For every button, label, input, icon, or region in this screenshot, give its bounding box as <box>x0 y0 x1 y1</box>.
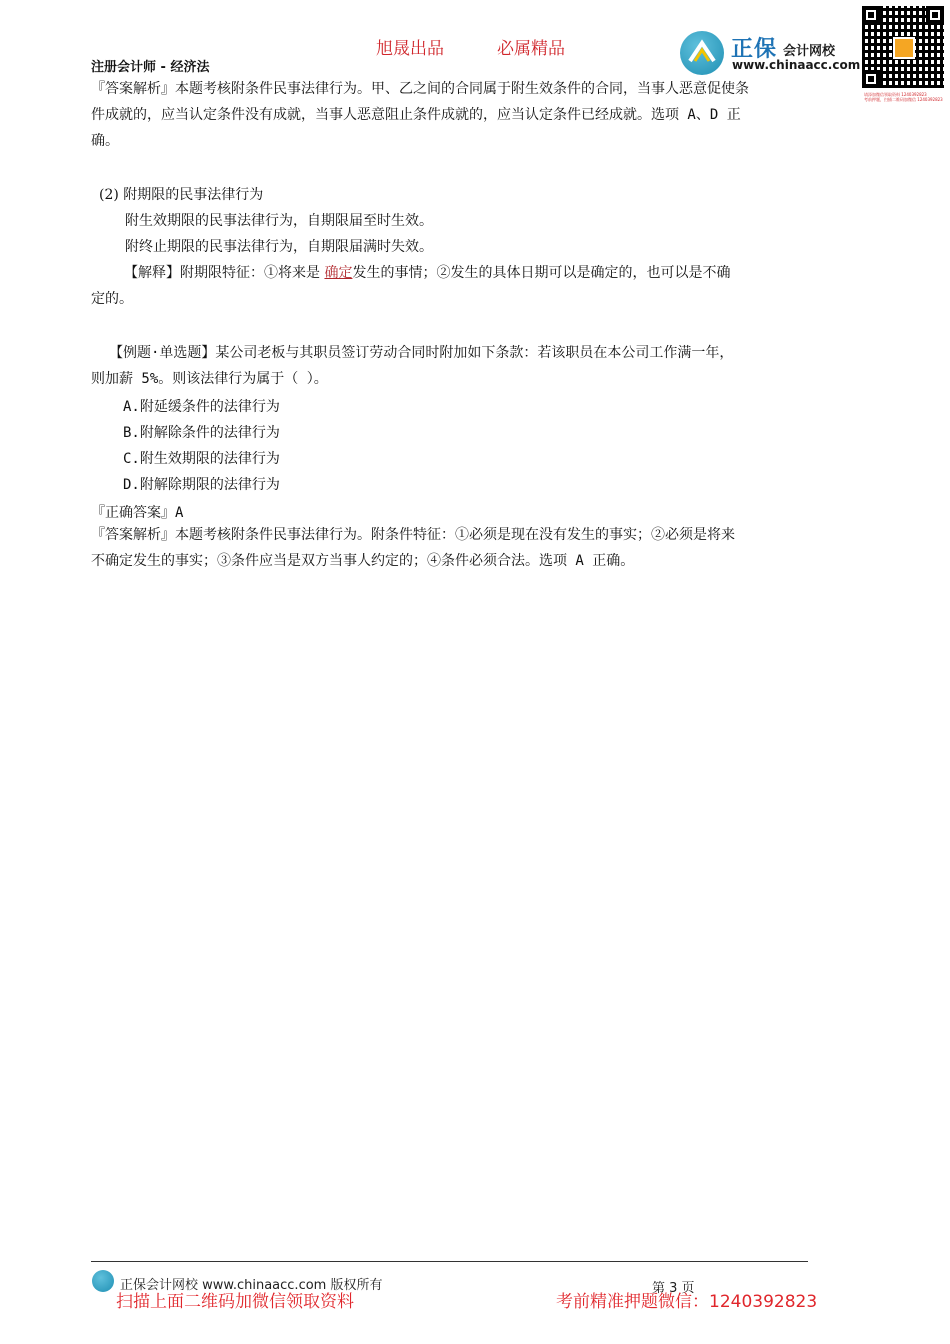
analysis-line: 『答案解析』本题考核附条件民事法律行为。甲、乙之间的合同属于附生效条件的合同，当事人恶意促使条 <box>91 81 749 97</box>
option-b: B.附解除条件的法律行为 <box>123 425 280 441</box>
option-a: A.附延缓条件的法律行为 <box>123 399 280 415</box>
qr-note-line2: 考前押题，扫描二维码加微信 1240392823 <box>864 97 943 102</box>
correct-answer: 『正确答案』A <box>91 505 184 521</box>
footer-copyright: 正保会计网校 www.chinaacc.com 版权所有 <box>120 1278 383 1293</box>
logo-sub: 会计网校 <box>783 44 836 59</box>
analysis-line: 件成就的，应当认定条件没有成就，当事人恶意阻止条件成就的，应当认定条件已经成就。选项 A、D 正 <box>91 107 741 123</box>
logo <box>680 31 724 75</box>
option-c: C.附生效期限的法律行为 <box>123 451 280 467</box>
logo-url: www.chinaacc.com <box>732 58 861 72</box>
logo-name: 正保 <box>731 37 778 62</box>
answer-analysis-line-1: 『答案解析』本题考核附条件民事法律行为。附条件特征：①必须是现在没有发生的事实；②必须是将来 <box>91 527 735 543</box>
section-title: (2) 附期限的民事法律行为 <box>99 187 264 203</box>
explanation-suffix: 发生的事情；②发生的具体日期可以是确定的，也可以是不确 <box>352 265 731 281</box>
explanation-prefix: 【解释】附期限特征：①将来是 <box>124 265 325 281</box>
footer-page-number: 第 3 页 <box>652 1281 695 1296</box>
slogan-right: 必属精品 <box>497 39 565 59</box>
qr-note-line1: 请添加微信领取资料 1240392823 <box>864 92 927 97</box>
question-line-1: 【例题·单选题】某公司老板与其职员签订劳动合同时附加如下条款：若该职员在本公司工作满一年， <box>109 345 734 361</box>
option-d: D.附解除期限的法律行为 <box>123 477 280 493</box>
explanation-highlight-link[interactable]: 确定 <box>324 265 353 281</box>
answer-analysis-line-2: 不确定发生的事实；③条件应当是双方当事人约定的；④条件必须合法。选项 A 正确。 <box>91 553 635 569</box>
footer-left-red: 扫描上面二维码加微信领取资料 <box>116 1292 354 1312</box>
explanation-continuation: 定的。 <box>91 291 133 307</box>
course-title: 注册会计师 - 经济法 <box>91 60 210 75</box>
qr-center-logo-icon <box>893 37 915 59</box>
qr-code <box>861 5 945 89</box>
footer-logo-icon <box>92 1270 114 1292</box>
footer-right-red: 考前精准押题微信：1240392823 <box>556 1292 818 1312</box>
term-termination-line: 附终止期限的民事法律行为，自期限届满时失效。 <box>125 239 433 255</box>
slogan-left: 旭晟出品 <box>376 39 444 59</box>
logo-emblem-icon <box>680 31 724 75</box>
term-effective-line: 附生效期限的民事法律行为，自期限届至时生效。 <box>125 213 433 229</box>
qr-finder-icon <box>862 6 880 24</box>
question-line-2: 则加薪 5%。则该法律行为属于（ ）。 <box>91 371 328 387</box>
footer-divider <box>91 1261 808 1262</box>
analysis-line: 确。 <box>91 133 119 149</box>
explanation-line <box>124 260 730 286</box>
qr-note <box>864 92 948 102</box>
analysis-block-1 <box>91 76 866 154</box>
qr-finder-icon <box>926 6 944 24</box>
